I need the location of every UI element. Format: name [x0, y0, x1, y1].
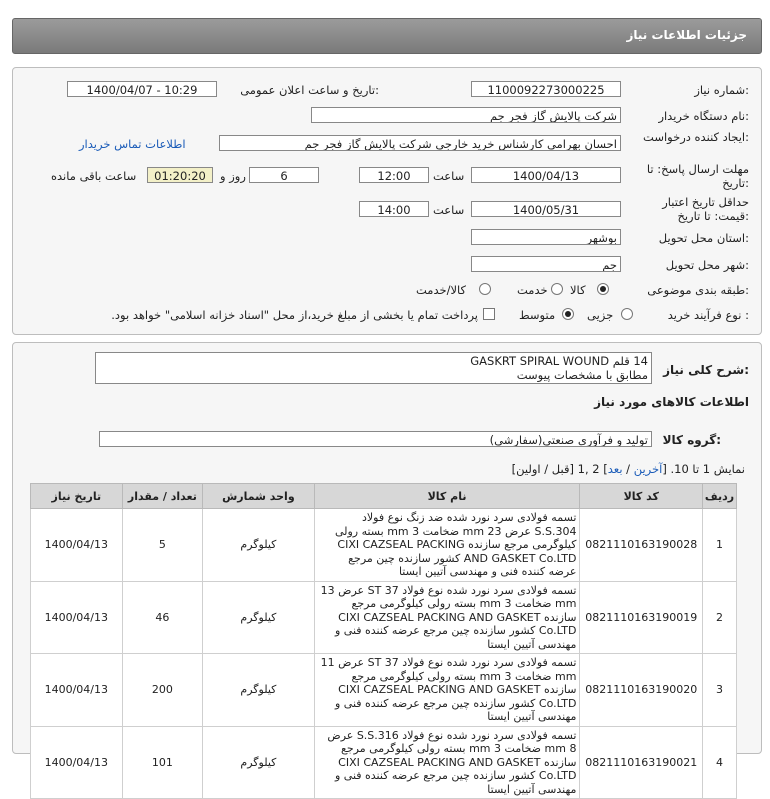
quantity-cell: 200 [122, 654, 203, 727]
col-unit: واحد شمارش [203, 484, 315, 509]
table-row[interactable] [31, 581, 737, 654]
row-index-cell: 3 [703, 654, 737, 727]
summary-label: شرح کلی نیاز: [663, 363, 749, 377]
category-service-label: خدمت [517, 283, 548, 297]
process-medium-radio[interactable] [562, 308, 574, 320]
paging-next-link[interactable]: بعد [607, 462, 623, 476]
creator-label: ایجاد کننده درخواست: [643, 130, 749, 144]
row-index-cell: 2 [703, 581, 737, 654]
process-label: نوع فرآیند خرید : [667, 308, 749, 322]
city-label: شهر محل تحویل: [665, 258, 749, 272]
quantity-cell: 46 [122, 581, 203, 654]
table-row[interactable] [31, 509, 737, 582]
unit-cell: کیلوگرم [203, 654, 315, 727]
province-field[interactable]: بوشهر [471, 229, 621, 245]
unit-cell: کیلوگرم [203, 581, 315, 654]
goods-info-title: اطلاعات کالاهای مورد نیاز [594, 395, 749, 409]
goods-name-cell: تسمه فولادی سرد نورد شده نوع فولاد ST 37 عرض 13 mm ضخامت 3 mm بسته رولی کیلوگرمی مرجع سازنده CIXI CAZSEAL PACKING AND GASKET Co.LTD کشور سازنده چین مرجع عرضه کننده فنی و مهندسی آتیین ایستا [314, 581, 580, 654]
validity-label: حداقل تاریخ اعتبار قیمت: تا تاریخ: [662, 195, 749, 223]
buyer-field[interactable]: شرکت پالایش گاز فجر جم [311, 107, 621, 123]
announce-field[interactable]: 1400/04/07 - 10:29 [67, 81, 217, 97]
buyer-contact-link[interactable]: اطلاعات تماس خریدار [79, 137, 186, 151]
quantity-cell: 101 [122, 726, 203, 799]
deadline-date-field[interactable]: 1400/04/13 [471, 167, 621, 183]
need-date-cell: 1400/04/13 [31, 654, 123, 727]
creator-field[interactable]: احسان بهرامی کارشناس خرید خارجی شرکت پالایش گاز فجر جم [219, 135, 621, 151]
paging-info [512, 462, 745, 476]
category-label: طبقه بندی موضوعی: [647, 283, 749, 297]
province-label: استان محل تحویل: [658, 231, 749, 245]
need-date-cell: 1400/04/13 [31, 726, 123, 799]
goods-table [30, 483, 737, 799]
summary-description [95, 352, 652, 384]
col-need-date: تاریخ نیاز [31, 484, 123, 509]
goods-name-cell: تسمه فولادی سرد نورد شده نوع فولاد ST 37 عرض 11 mm ضخامت 3 mm بسته رولی کیلوگرمی مرجع سازنده CIXI CAZSEAL PACKING AND GASKET Co.LTD کشور سازنده چین مرجع عرضه کننده فنی و مهندسی آتیین ایستا [314, 654, 580, 727]
need-number-label: شماره نیاز: [694, 83, 749, 97]
remaining-label: ساعت باقی مانده [51, 169, 137, 183]
paging-prefix: نمایش 1 تا 10. [ [662, 462, 745, 476]
category-goods-label: کالا [570, 283, 586, 297]
need-date-cell: 1400/04/13 [31, 581, 123, 654]
days-field[interactable]: 6 [249, 167, 319, 183]
col-goods-name: نام کالا [314, 484, 580, 509]
deadline-label: مهلت ارسال پاسخ: تا تاریخ: [646, 162, 749, 190]
page-header [12, 18, 762, 54]
paging-last-link[interactable]: آخرین [633, 462, 663, 476]
table-header-row [31, 484, 737, 509]
buyer-label: نام دستگاه خریدار: [658, 109, 749, 123]
category-both-label: کالا/خدمت [416, 283, 467, 297]
city-field[interactable]: جم [471, 256, 621, 272]
goods-name-cell: تسمه فولادی سرد نورد شده نوع فولاد S.S.316 عرض 8 mm ضخامت 3 mm بسته رولی کیلوگرمی مرجع سازنده CIXI CAZSEAL PACKING AND GASKET Co.LTD کشور سازنده چین مرجع عرضه کننده فنی و مهندسی آتیین ایستا [314, 726, 580, 799]
summary-line-2: مطابق با مشخصات پیوست [516, 368, 648, 382]
col-quantity: تعداد / مقدار [122, 484, 203, 509]
unit-cell: کیلوگرم [203, 509, 315, 582]
col-goods-code: کد کالا [580, 484, 703, 509]
days-label: روز و [220, 169, 246, 183]
summary-line-1: 14 قلم GASKRT SPIRAL WOUND [470, 354, 648, 368]
remaining-time-field: 01:20:20 [147, 167, 213, 183]
validity-date-field[interactable]: 1400/05/31 [471, 201, 621, 217]
deadline-time-field[interactable]: 12:00 [359, 167, 429, 183]
unit-cell: کیلوگرم [203, 726, 315, 799]
goods-name-cell: تسمه فولادی سرد نورد شده ضد زنگ نوع فولاد S.S.304 عرض 23 mm ضخامت 3 mm بسته رولی کیلوگرمی مرجع سازنده CIXI CAZSEAL PACKING AND GASKET Co.LTD کشور سازنده چین مرجع عرضه کننده فنی و مهندسی آتیین ایستا [314, 509, 580, 582]
quantity-cell: 5 [122, 509, 203, 582]
goods-group-label: گروه کالا: [662, 433, 721, 447]
treasury-payment-checkbox[interactable] [483, 308, 495, 320]
goods-code-cell: 0821110163190021 [580, 726, 703, 799]
need-number-field[interactable]: 1100092273000225 [471, 81, 621, 97]
goods-code-cell: 0821110163190028 [580, 509, 703, 582]
paging-pages: ] 2 ,1 [قبل / اولین] [511, 462, 608, 476]
row-index-cell: 4 [703, 726, 737, 799]
page-title: جزئیات اطلاعات نیاز [626, 28, 747, 42]
goods-code-cell: 0821110163190019 [580, 581, 703, 654]
goods-code-cell: 0821110163190020 [580, 654, 703, 727]
process-minor-label: جزیی [587, 308, 614, 322]
table-row[interactable] [31, 726, 737, 799]
validity-time-field[interactable]: 14:00 [359, 201, 429, 217]
process-minor-radio[interactable] [621, 308, 633, 320]
validity-time-label: ساعت [433, 203, 465, 217]
row-index-cell: 1 [703, 509, 737, 582]
goods-group-field[interactable]: تولید و فرآوری صنعتی(سفارشی) [99, 431, 652, 447]
category-service-radio[interactable] [551, 283, 563, 295]
category-goods-radio[interactable] [597, 283, 609, 295]
col-row-index: ردیف [703, 484, 737, 509]
deadline-time-label: ساعت [433, 169, 465, 183]
category-both-radio[interactable] [479, 283, 491, 295]
treasury-payment-note: پرداخت تمام یا بخشی از مبلغ خرید،از محل "اسناد خزانه اسلامی" خواهد بود. [111, 308, 478, 322]
paging-separator: / [622, 462, 634, 476]
need-date-cell: 1400/04/13 [31, 509, 123, 582]
table-row[interactable] [31, 654, 737, 727]
process-medium-label: متوسط [519, 308, 556, 322]
announce-label: تاریخ و ساعت اعلان عمومی: [240, 83, 379, 97]
need-details-panel [12, 67, 762, 335]
